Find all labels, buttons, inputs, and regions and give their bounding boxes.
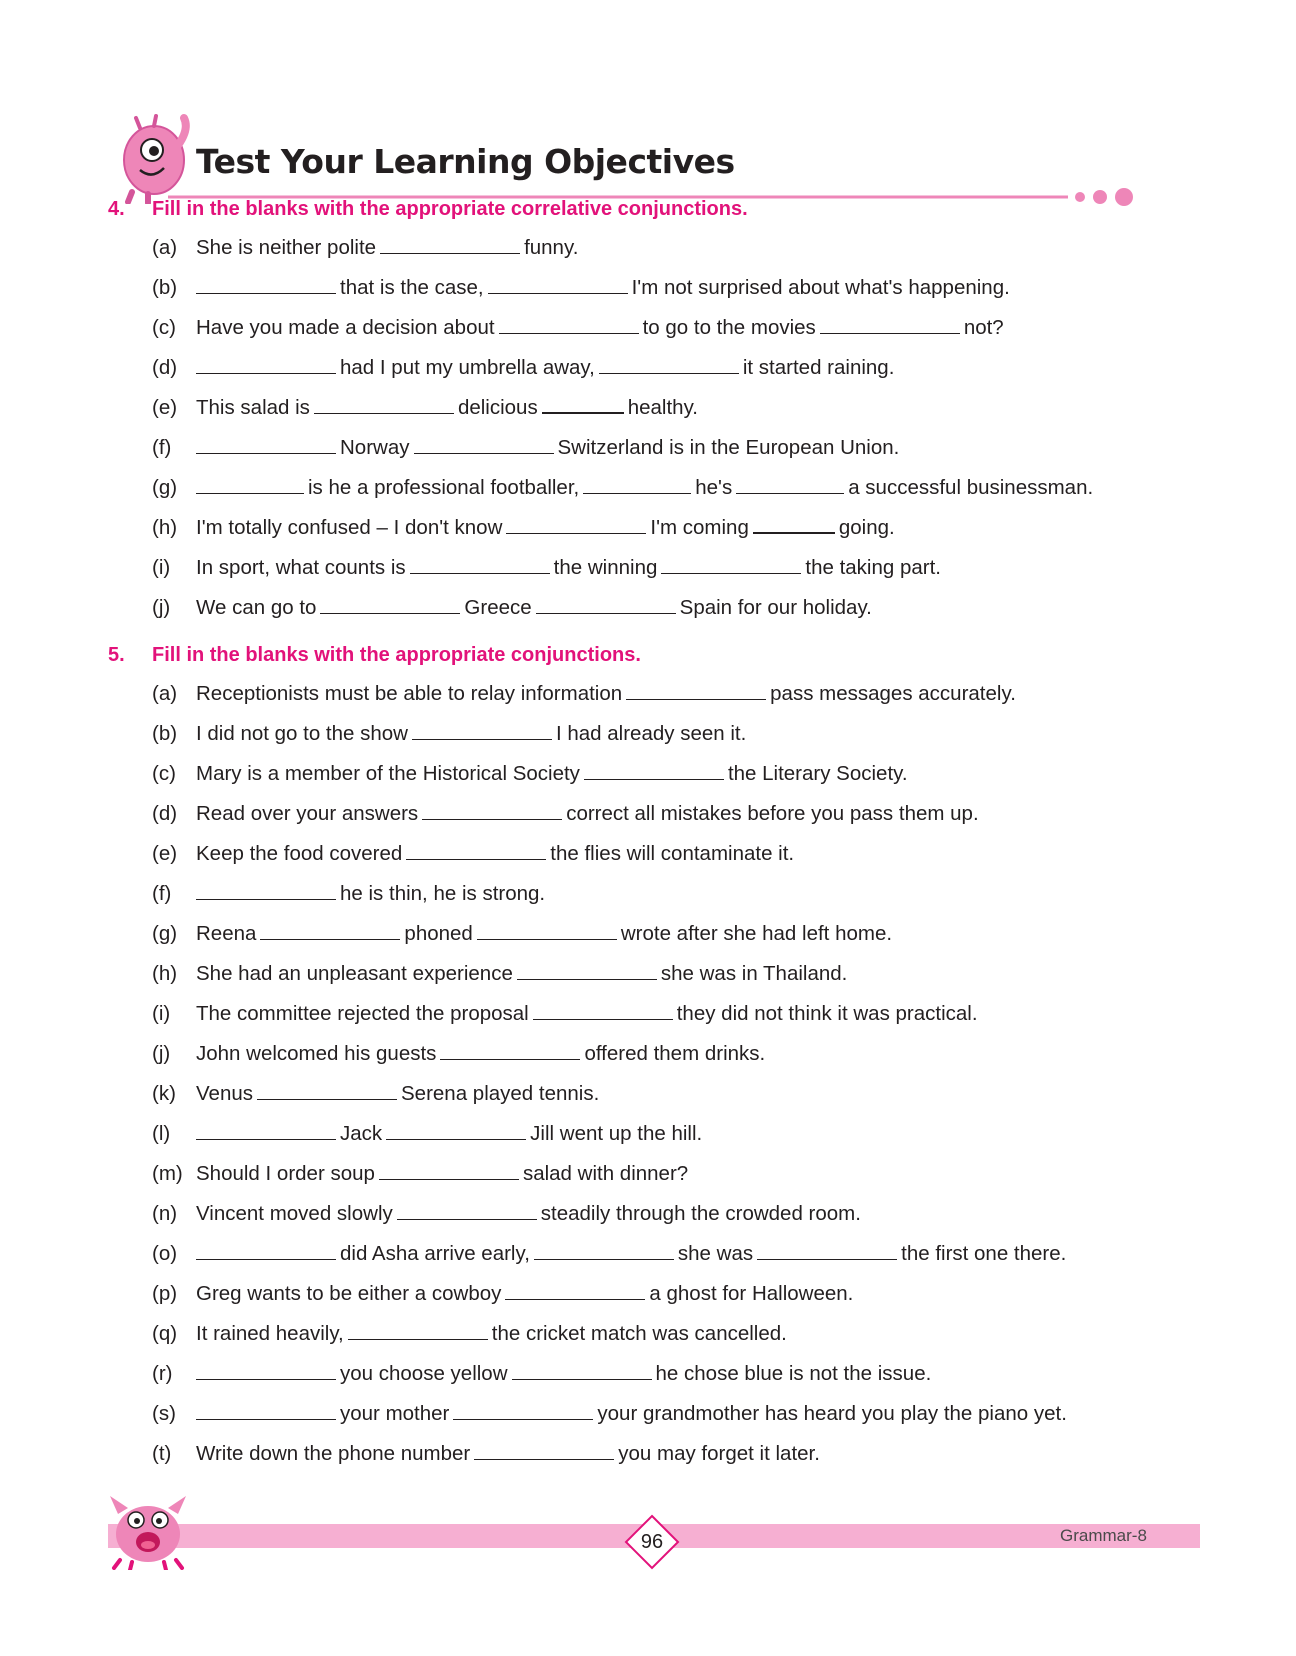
answer-blank[interactable] <box>386 1115 526 1140</box>
question-label: (d) <box>152 802 178 825</box>
answer-blank[interactable] <box>583 469 691 494</box>
question-row: (d) had I put my umbrella away, it started raining. <box>108 348 1208 388</box>
question-row: (f) he is thin, he is strong. <box>108 874 1208 914</box>
answer-blank[interactable] <box>534 1235 674 1260</box>
answer-blank[interactable] <box>512 1355 652 1380</box>
answer-blank[interactable] <box>414 429 554 454</box>
answer-blank[interactable] <box>412 715 552 740</box>
question-label: (i) <box>152 556 171 579</box>
answer-blank[interactable] <box>474 1435 614 1460</box>
question-row: (e) This salad is delicious healthy. <box>108 388 1208 428</box>
question-label: (g) <box>152 922 178 945</box>
question-row: (h) I'm totally confused – I don't know I'm coming going. <box>108 508 1208 548</box>
answer-blank[interactable] <box>499 309 639 334</box>
answer-blank[interactable] <box>453 1395 593 1420</box>
question-row: (l) Jack Jill went up the hill. <box>108 1114 1208 1154</box>
question-label: (g) <box>152 476 178 499</box>
question-row: (s) your mother your grandmother has heard you play the piano yet. <box>108 1394 1208 1434</box>
answer-blank[interactable] <box>260 915 400 940</box>
section-4 <box>108 190 1208 628</box>
question-label: (c) <box>152 316 176 339</box>
question-row: (n) Vincent moved slowly steadily through the crowded room. <box>108 1194 1208 1234</box>
answer-blank[interactable] <box>196 429 336 454</box>
answer-blank[interactable] <box>380 229 520 254</box>
question-row: (i) In sport, what counts is the winning the taking part. <box>108 548 1208 588</box>
question-label: (b) <box>152 722 178 745</box>
question-label: (i) <box>152 1002 171 1025</box>
answer-blank[interactable] <box>196 349 336 374</box>
question-row: (p) Greg wants to be either a cowboy a ghost for Halloween. <box>108 1274 1208 1314</box>
question-row: (a) Receptionists must be able to relay information pass messages accurately. <box>108 674 1208 714</box>
section-heading <box>108 190 1208 228</box>
answer-blank[interactable] <box>196 469 304 494</box>
answer-blank[interactable] <box>196 875 336 900</box>
question-label: (l) <box>152 1122 171 1145</box>
question-label: (a) <box>152 682 178 705</box>
answer-blank[interactable] <box>477 915 617 940</box>
question-label: (d) <box>152 356 178 379</box>
answer-blank[interactable] <box>422 795 562 820</box>
answer-blank[interactable] <box>320 589 460 614</box>
answer-blank[interactable] <box>196 1395 336 1420</box>
page-number: 96 <box>640 1531 664 1553</box>
question-row: (g) Reena phoned wrote after she had left home. <box>108 914 1208 954</box>
question-row: (b) I did not go to the show I had already seen it. <box>108 714 1208 754</box>
answer-blank[interactable] <box>410 549 550 574</box>
answer-blank[interactable] <box>196 1355 336 1380</box>
question-label: (h) <box>152 962 178 985</box>
question-label: (e) <box>152 842 178 865</box>
section-instruction: Fill in the blanks with the appropriate conjunctions. <box>152 644 641 666</box>
question-row: (o) did Asha arrive early, she was the first one there. <box>108 1234 1208 1274</box>
question-label: (e) <box>152 396 178 419</box>
answer-blank[interactable] <box>257 1075 397 1100</box>
answer-blank[interactable] <box>820 309 960 334</box>
question-label: (b) <box>152 276 178 299</box>
answer-blank[interactable] <box>536 589 676 614</box>
question-row: (c) Mary is a member of the Historical Society the Literary Society. <box>108 754 1208 794</box>
answer-blank[interactable] <box>440 1035 580 1060</box>
answer-blank[interactable] <box>314 389 454 414</box>
question-row: (q) It rained heavily, the cricket match was cancelled. <box>108 1314 1208 1354</box>
section-instruction: Fill in the blanks with the appropriate correlative conjunctions. <box>152 198 748 220</box>
question-row: (d) Read over your answers correct all mistakes before you pass them up. <box>108 794 1208 834</box>
question-label: (f) <box>152 882 172 905</box>
page-title: Test Your Learning Objectives <box>196 142 735 181</box>
question-label: (t) <box>152 1442 172 1465</box>
question-label: (s) <box>152 1402 176 1425</box>
question-row: (j) John welcomed his guests offered them drinks. <box>108 1034 1208 1074</box>
answer-blank[interactable] <box>626 675 766 700</box>
answer-blank[interactable] <box>542 388 624 414</box>
question-label: (k) <box>152 1082 176 1105</box>
question-row: (m) Should I order soup salad with dinner? <box>108 1154 1208 1194</box>
question-label: (j) <box>152 596 171 619</box>
question-label: (f) <box>152 436 172 459</box>
question-row: (t) Write down the phone number you may forget it later. <box>108 1434 1208 1474</box>
question-row: (f) Norway Switzerland is in the European Union. <box>108 428 1208 468</box>
answer-blank[interactable] <box>397 1195 537 1220</box>
answer-blank[interactable] <box>753 508 835 534</box>
question-row: (i) The committee rejected the proposal they did not think it was practical. <box>108 994 1208 1034</box>
answer-blank[interactable] <box>488 269 628 294</box>
answer-blank[interactable] <box>196 269 336 294</box>
question-label: (m) <box>152 1162 183 1185</box>
question-label: (q) <box>152 1322 178 1345</box>
section-number: 4. <box>108 198 125 220</box>
answer-blank[interactable] <box>196 1235 336 1260</box>
question-row: (a) She is neither polite funny. <box>108 228 1208 268</box>
question-row: (k) Venus Serena played tennis. <box>108 1074 1208 1114</box>
question-label: (n) <box>152 1202 178 1225</box>
question-label: (j) <box>152 1042 171 1065</box>
answer-blank[interactable] <box>348 1315 488 1340</box>
question-label: (r) <box>152 1362 173 1385</box>
question-row: (c) Have you made a decision about to go to the movies not? <box>108 308 1208 348</box>
monster-mascot-icon <box>104 1490 200 1570</box>
answer-blank[interactable] <box>661 549 801 574</box>
answer-blank[interactable] <box>584 755 724 780</box>
question-label: (a) <box>152 236 178 259</box>
answer-blank[interactable] <box>533 995 673 1020</box>
question-label: (p) <box>152 1282 178 1305</box>
question-row: (b) that is the case, I'm not surprised about what's happening. <box>108 268 1208 308</box>
question-row: (r) you choose yellow he chose blue is not the issue. <box>108 1354 1208 1394</box>
question-label: (h) <box>152 516 178 539</box>
question-row: (g) is he a professional footballer, he's a successful businessman. <box>108 468 1208 508</box>
question-label: (o) <box>152 1242 178 1265</box>
question-row: (j) We can go to Greece Spain for our holiday. <box>108 588 1208 628</box>
answer-blank[interactable] <box>406 835 546 860</box>
answer-blank[interactable] <box>379 1155 519 1180</box>
section-number: 5. <box>108 644 125 666</box>
question-row: (h) She had an unpleasant experience she was in Thailand. <box>108 954 1208 994</box>
question-row: (e) Keep the food covered the flies will contaminate it. <box>108 834 1208 874</box>
answer-blank[interactable] <box>517 955 657 980</box>
answer-blank[interactable] <box>506 509 646 534</box>
answer-blank[interactable] <box>505 1275 645 1300</box>
section-5 <box>108 636 1208 1474</box>
answer-blank[interactable] <box>599 349 739 374</box>
answer-blank[interactable] <box>736 469 844 494</box>
section-heading <box>108 636 1208 674</box>
book-title: Grammar-8 <box>1060 1526 1147 1545</box>
answer-blank[interactable] <box>196 1115 336 1140</box>
answer-blank[interactable] <box>757 1235 897 1260</box>
question-label: (c) <box>152 762 176 785</box>
